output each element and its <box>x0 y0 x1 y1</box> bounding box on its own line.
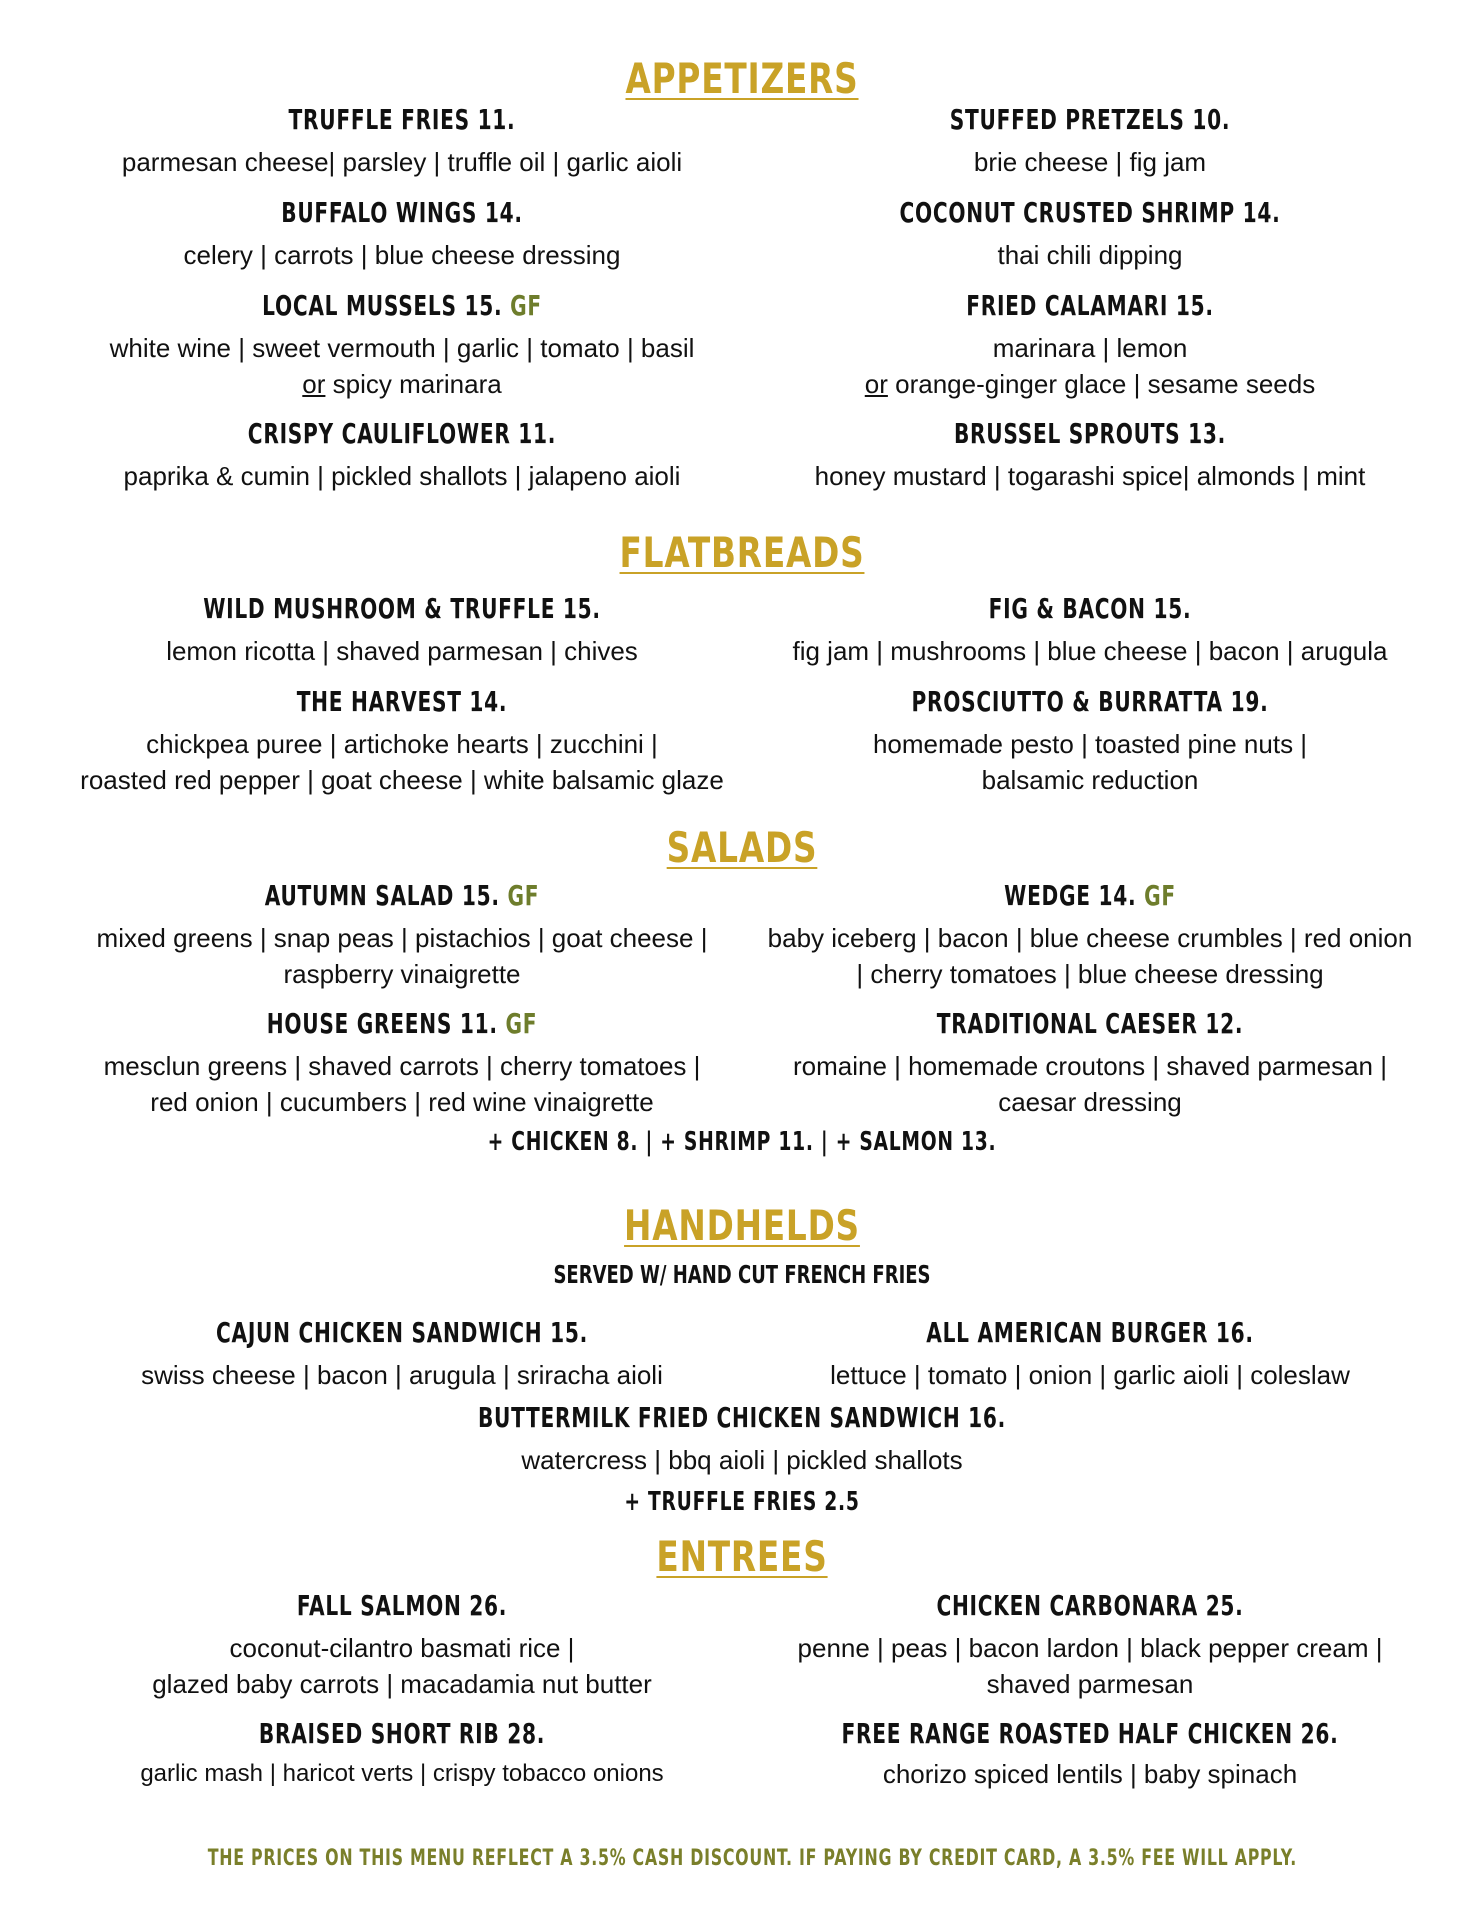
item-description: chickpea puree | artichoke hearts | zucchini | <box>146 729 658 759</box>
item-title: CRISPY CAULIFLOWER 11. <box>247 417 557 450</box>
item-description: fig jam | mushrooms | blue cheese | bacon | arugula <box>792 636 1388 666</box>
gluten-free-badge: GF <box>505 1007 538 1040</box>
item-description: parmesan cheese| parsley | truffle oil | garlic aioli <box>121 147 683 177</box>
salad-protein-addons: + CHICKEN 8. | + SHRIMP 11. | + SALMON 13. <box>487 1127 997 1157</box>
menu-item <box>740 195 1440 273</box>
item-title-text: HOUSE GREENS 11. <box>266 1007 506 1040</box>
or-word: or <box>864 369 888 399</box>
item-title: BRAISED SHORT RIB 28. <box>258 1717 546 1750</box>
item-title: FREE RANGE ROASTED HALF CHICKEN 26. <box>841 1717 1339 1750</box>
item-title: PROSCIUTTO & BURRATTA 19. <box>911 685 1269 718</box>
item-title <box>150 1006 654 1042</box>
item-description-alt <box>740 366 1440 402</box>
item-title: COCONUT CRUSTED SHRIMP 14. <box>899 196 1281 229</box>
item-description-line2: balsamic reduction <box>981 765 1199 795</box>
item-title: CHICKEN CARBONARA 25. <box>936 1589 1244 1622</box>
item-title: STUFFED PRETZELS 10. <box>949 103 1231 136</box>
handheld-fries-addon: + TRUFFLE FRIES 2.5 <box>624 1487 860 1517</box>
item-description: homemade pesto | toasted pine nuts | <box>872 729 1308 759</box>
item-description-line2: glazed baby carrots | macadamia nut butter <box>152 1669 652 1699</box>
menu-item <box>52 1588 752 1702</box>
section-heading-salads: SALADS <box>666 823 818 872</box>
menu-item <box>292 1400 1192 1478</box>
item-description: thai chili dipping <box>997 240 1183 270</box>
alt-text: orange-ginger glace | sesame seeds <box>887 369 1316 399</box>
item-description: penne | peas | bacon lardon | black pepper cream | <box>797 1633 1383 1663</box>
menu-item <box>52 102 752 180</box>
menu-item <box>740 878 1440 992</box>
or-word: or <box>302 369 326 399</box>
item-description-line2: roasted red pepper | goat cheese | white balsamic glaze <box>80 765 724 795</box>
item-title: FIG & BACON 15. <box>988 592 1192 625</box>
section-heading-appetizers: APPETIZERS <box>625 54 859 103</box>
item-title <box>150 288 654 324</box>
item-description: celery | carrots | blue cheese dressing <box>183 240 621 270</box>
item-title: THE HARVEST 14. <box>296 685 508 718</box>
gluten-free-badge: GF <box>510 289 542 322</box>
item-title: FALL SALMON 26. <box>296 1589 508 1622</box>
menu-item <box>740 684 1440 798</box>
menu-item <box>740 591 1440 669</box>
item-description: swiss cheese | bacon | arugula | sriracha aioli <box>141 1360 663 1390</box>
item-description: coconut-cilantro basmati rice | <box>229 1633 575 1663</box>
section-heading-entrees: ENTREES <box>656 1532 828 1581</box>
menu-item <box>52 288 752 402</box>
item-description: paprika & cumin | pickled shallots | jalapeno aioli <box>123 461 681 491</box>
item-description: garlic mash | haricot verts | crispy tobacco onions <box>140 1760 664 1787</box>
cash-discount-note: THE PRICES ON THIS MENU REFLECT A 3.5% CASH DISCOUNT. IF PAYING BY CREDIT CARD, A 3.5% FEE WILL APPLY. <box>207 1846 1298 1871</box>
menu-item <box>740 416 1440 494</box>
section-heading-flatbreads: FLATBREADS <box>619 528 865 577</box>
item-title-text: WEDGE 14. <box>1004 879 1145 912</box>
menu-item <box>52 416 752 494</box>
item-title: BRUSSEL SPROUTS 13. <box>953 417 1227 450</box>
menu-item <box>52 684 752 798</box>
served-with-note: SERVED W/ HAND CUT FRENCH FRIES <box>553 1260 931 1289</box>
item-title-text: AUTUMN SALAD 15. <box>264 879 508 912</box>
item-description: watercress | bbq aioli | pickled shallots <box>521 1445 963 1475</box>
menu-item <box>52 1716 752 1792</box>
item-description: honey mustard | togarashi spice| almonds | mint <box>814 461 1366 491</box>
item-title: TRADITIONAL CAESER 12. <box>936 1007 1244 1040</box>
alt-text: spicy marinara <box>325 369 502 399</box>
menu-item <box>740 1716 1440 1792</box>
item-title: BUTTERMILK FRIED CHICKEN SANDWICH 16. <box>477 1401 1007 1434</box>
gluten-free-badge: GF <box>507 879 540 912</box>
item-title: CAJUN CHICKEN SANDWICH 15. <box>216 1316 588 1349</box>
item-title: WILD MUSHROOM & TRUFFLE 15. <box>203 592 601 625</box>
item-title <box>150 878 654 914</box>
menu-item <box>740 1588 1440 1702</box>
item-description-line2: shaved parmesan <box>986 1669 1194 1699</box>
item-title: FRIED CALAMARI 15. <box>966 289 1214 322</box>
item-description-alt <box>52 366 752 402</box>
item-title: BUFFALO WINGS 14. <box>281 196 523 229</box>
item-description: lemon ricotta | shaved parmesan | chives <box>166 636 638 666</box>
gluten-free-badge: GF <box>1144 879 1176 912</box>
item-description: mesclun greens | shaved carrots | cherry tomatoes | <box>103 1051 701 1081</box>
item-description: chorizo spiced lentils | baby spinach <box>882 1759 1298 1789</box>
item-description-line2: red onion | cucumbers | red wine vinaigrette <box>150 1087 654 1117</box>
section-heading-handhelds: HANDHELDS <box>624 1201 860 1250</box>
item-description-line2: | cherry tomatoes | blue cheese dressing <box>856 959 1324 989</box>
item-title: TRUFFLE FRIES 11. <box>288 103 516 136</box>
item-description: baby iceberg | bacon | blue cheese crumbles | red onion <box>767 923 1413 953</box>
menu-item <box>52 591 752 669</box>
menu-item <box>52 1315 752 1393</box>
menu-item <box>52 1006 752 1120</box>
item-description: mixed greens | snap peas | pistachios | goat cheese | <box>96 923 708 953</box>
menu-item <box>52 195 752 273</box>
menu-item <box>740 1006 1440 1120</box>
menu-item <box>52 878 752 992</box>
item-title: ALL AMERICAN BURGER 16. <box>926 1316 1254 1349</box>
item-title-text: LOCAL MUSSELS 15. <box>262 289 511 322</box>
menu-item <box>740 102 1440 180</box>
menu-item <box>740 1315 1440 1393</box>
item-description: brie cheese | fig jam <box>973 147 1207 177</box>
item-description: lettuce | tomato | onion | garlic aioli | coleslaw <box>830 1360 1350 1390</box>
item-description: white wine | sweet vermouth | garlic | tomato | basil <box>109 333 695 363</box>
item-description-line2: caesar dressing <box>998 1087 1182 1117</box>
item-description-line2: raspberry vinaigrette <box>283 959 521 989</box>
item-title <box>838 878 1342 914</box>
menu-item <box>740 288 1440 402</box>
item-description: romaine | homemade croutons | shaved parmesan | <box>792 1051 1387 1081</box>
item-description: marinara | lemon <box>992 333 1188 363</box>
